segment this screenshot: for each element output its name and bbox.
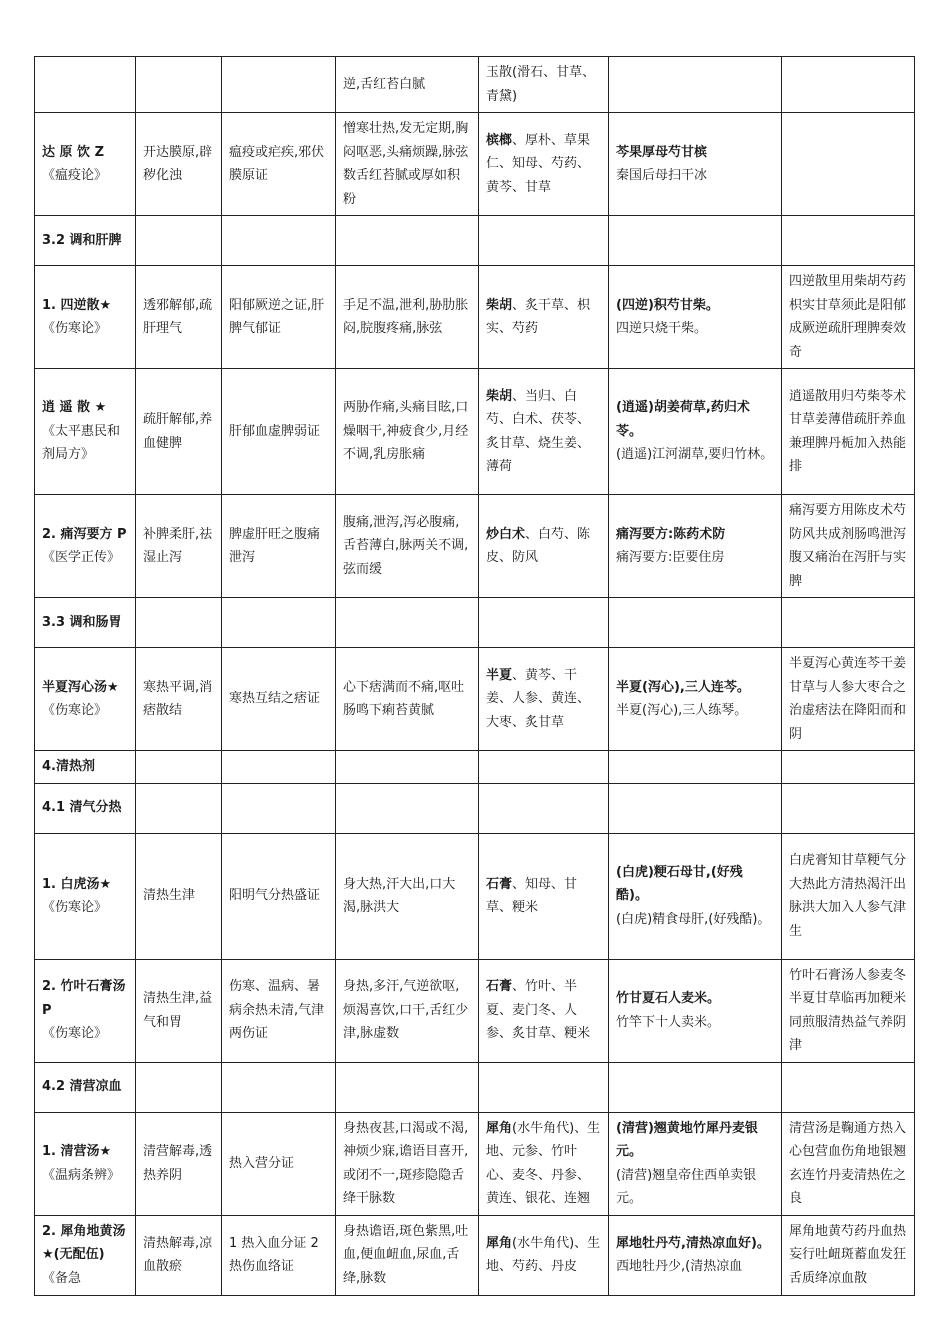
cell-text: 玉散(滑石、甘草、青黛): [486, 65, 596, 104]
formula-verse-cell: [782, 648, 915, 751]
table-row: [35, 369, 915, 495]
cell-text: 、竹叶、半夏、麦门冬、人参、炙甘草、粳米: [486, 979, 591, 1042]
cell-text: 两胁作痛,头痛目眩,口燥咽干,神疲食少,月经不调,乳房胀痛: [343, 400, 469, 463]
bold-text: 半夏: [486, 667, 513, 683]
formula-function-cell: [136, 369, 222, 495]
formula-symptoms-cell: [336, 1112, 479, 1215]
formula-ingredients-cell: [479, 783, 609, 833]
bold-text: 犀地牡丹芍,清热凉血好)。: [616, 1235, 770, 1251]
bold-text: (清营)翘黄地竹犀丹麦银元。: [616, 1120, 758, 1159]
bold-text: 槟榔: [486, 132, 513, 148]
bold-text: 竹甘夏石人麦米。: [616, 991, 721, 1006]
formula-verse-cell: [782, 1062, 915, 1112]
cell-text: 身热谵语,斑色紫黑,吐血,便血衄血,尿血,舌绛,脉数: [343, 1223, 469, 1286]
bold-text: 柴胡: [486, 388, 513, 404]
formula-table-body: [35, 57, 915, 1296]
cell-text: 竹竿下十人卖米。: [616, 1014, 721, 1030]
table-row: [35, 598, 915, 648]
cell-text: (清营)翘皇帝住西单卖银元。: [616, 1167, 757, 1206]
cell-text: 透邪解郁,疏肝理气: [143, 297, 213, 336]
cell-text: 、炙干草、枳实、芍药: [486, 297, 591, 336]
bold-text: 犀角: [486, 1235, 513, 1251]
cell-text: 痛泻要方:臣要住房: [616, 550, 725, 565]
bold-text: 3.2 调和肝脾: [42, 232, 122, 248]
formula-mnemonic-cell: [609, 369, 782, 495]
table-row: [35, 1112, 915, 1215]
cell-text: 、知母、甘草、粳米: [486, 876, 578, 915]
formula-symptoms-cell: [336, 1215, 479, 1295]
formula-indication-cell: [222, 833, 336, 959]
formula-ingredients-cell: [479, 266, 609, 369]
formula-mnemonic-cell: [609, 959, 782, 1062]
formula-function-cell: [136, 216, 222, 266]
formula-name-cell: [35, 495, 136, 598]
table-row: [35, 1062, 915, 1112]
table-row: [35, 216, 915, 266]
table-row: [35, 648, 915, 751]
bold-text: 2. 痛泻要方 P: [42, 526, 127, 542]
formula-symptoms-cell: [336, 783, 479, 833]
bold-text: (逍遥)胡姜荷草,药归术苓。: [616, 400, 750, 439]
bold-text: 石膏: [486, 979, 513, 995]
formula-name-cell: [35, 959, 136, 1062]
bold-text: 柴胡: [486, 297, 513, 313]
table-row: [35, 495, 915, 598]
cell-text: 阳郁厥逆之证,肝脾气郁证: [229, 297, 325, 336]
formula-indication-cell: [222, 266, 336, 369]
cell-text: 《太平惠民和剂局方》: [42, 423, 121, 463]
formula-verse-cell: [782, 57, 915, 113]
cell-text: 《瘟疫论》: [42, 168, 108, 183]
formula-function-cell: [136, 648, 222, 751]
bold-text: (四逆)积芍甘柴。: [616, 297, 719, 313]
formula-function-cell: [136, 495, 222, 598]
formula-ingredients-cell: [479, 113, 609, 216]
formula-name-cell: [35, 1215, 136, 1295]
bold-text: 炒白术: [486, 526, 526, 542]
table-row: [35, 783, 915, 833]
formula-ingredients-cell: [479, 598, 609, 648]
cell-text: 阳明气分热盛证: [229, 888, 321, 904]
bold-text: 芩果厚母芍甘槟: [616, 144, 708, 160]
formula-indication-cell: [222, 113, 336, 216]
cell-text: 手足不温,泄利,胁肋胀闷,脘腹疼痛,脉弦: [343, 297, 469, 336]
formula-mnemonic-cell: [609, 266, 782, 369]
formula-mnemonic-cell: [609, 833, 782, 959]
formula-name-cell: [35, 57, 136, 113]
cell-text: 、黄芩、干姜、人参、黄连、大枣、炙甘草: [486, 667, 591, 730]
formula-function-cell: [136, 598, 222, 648]
formula-ingredients-cell: [479, 833, 609, 959]
formula-ingredients-cell: [479, 369, 609, 495]
table-row: [35, 1215, 915, 1295]
cell-text: 半夏(泻心),三人练琴。: [616, 703, 748, 718]
cell-text: 《伤寒论》: [42, 321, 108, 336]
formula-name-cell: [35, 369, 136, 495]
bold-text: 2. 犀角地黄汤★(无配伍): [42, 1223, 126, 1263]
cell-text: (逍遥)江河湖草,要归竹林。: [616, 447, 774, 463]
cell-text: (水牛角代)、生地、芍药、丹皮: [486, 1235, 601, 1274]
formula-verse-cell: [782, 1215, 915, 1295]
cell-text: 《伤寒论》: [42, 703, 108, 718]
formula-ingredients-cell: [479, 959, 609, 1062]
cell-text: 脾虚肝旺之腹痛泄泻: [229, 526, 321, 565]
formula-symptoms-cell: [336, 1062, 479, 1112]
table-row: [35, 833, 915, 959]
bold-text: 1. 白虎汤★: [42, 876, 112, 892]
cell-text: 腹痛,泄泻,泻必腹痛,舌苔薄白,脉两关不调,弦而缓: [343, 514, 469, 577]
formula-function-cell: [136, 1062, 222, 1112]
cell-text: 《医学正传》: [42, 550, 121, 565]
cell-text: 清热解毒,凉血散瘀: [143, 1235, 213, 1274]
formula-verse-cell: [782, 833, 915, 959]
formula-mnemonic-cell: [609, 216, 782, 266]
formula-verse-cell: [782, 959, 915, 1062]
formula-symptoms-cell: [336, 266, 479, 369]
cell-text: 《备急: [42, 1270, 82, 1286]
formula-mnemonic-cell: [609, 1062, 782, 1112]
formula-indication-cell: [222, 57, 336, 113]
formula-indication-cell: [222, 751, 336, 784]
formula-ingredients-cell: [479, 648, 609, 751]
formula-function-cell: [136, 833, 222, 959]
table-row: [35, 751, 915, 784]
formula-ingredients-cell: [479, 216, 609, 266]
formula-name-cell: [35, 751, 136, 784]
formula-indication-cell: [222, 1062, 336, 1112]
formula-indication-cell: [222, 1215, 336, 1295]
formula-indication-cell: [222, 1112, 336, 1215]
formula-verse-cell: [782, 113, 915, 216]
formula-mnemonic-cell: [609, 1112, 782, 1215]
bold-text: 4.2 清营凉血: [42, 1079, 122, 1095]
formula-function-cell: [136, 959, 222, 1062]
formula-verse-cell: [782, 1112, 915, 1215]
cell-text: 身大热,汗大出,口大渴,脉洪大: [343, 876, 456, 915]
bold-text: 半夏泻心汤★: [42, 679, 119, 695]
formula-name-cell: [35, 113, 136, 216]
cell-text: 开达膜原,辟秽化浊: [143, 144, 213, 183]
table-row: [35, 113, 915, 216]
formula-symptoms-cell: [336, 495, 479, 598]
cell-text: 心下痞满而不痛,呕吐肠鸣下痢苔黄腻: [343, 679, 465, 718]
formula-ingredients-cell: [479, 495, 609, 598]
bold-text: 1. 清营汤★: [42, 1144, 112, 1159]
cell-text: 肝郁血虚脾弱证: [229, 423, 321, 439]
formula-symptoms-cell: [336, 751, 479, 784]
cell-text: (水牛角代)、生地、元参、竹叶心、麦冬、丹参、黄连、银花、连翘: [486, 1120, 601, 1206]
bold-text: 石膏: [486, 876, 513, 892]
cell-text: 疏肝解郁,养血健脾: [143, 412, 213, 451]
formula-function-cell: [136, 57, 222, 113]
cell-text: 逍遥散用归芍柴苓术甘草姜薄借疏肝养血兼理脾丹栀加入热能排: [789, 388, 907, 474]
bold-text: 2. 竹叶石膏汤 P: [42, 979, 126, 1018]
cell-text: 竹叶石膏汤人参麦冬半夏甘草临再加粳米同煎服清热益气养阴津: [789, 967, 907, 1053]
formula-mnemonic-cell: [609, 1215, 782, 1295]
cell-text: 寒热平调,消痞散结: [143, 679, 213, 718]
cell-text: 逆,舌红苔白腻: [343, 76, 426, 92]
cell-text: 清热生津,益气和胃: [143, 991, 213, 1030]
formula-function-cell: [136, 1112, 222, 1215]
formula-function-cell: [136, 266, 222, 369]
formula-name-cell: [35, 598, 136, 648]
bold-text: 半夏(泻心),三人连芩。: [616, 679, 750, 695]
cell-text: 、白芍、陈皮、防风: [486, 526, 591, 565]
formula-table: [34, 56, 915, 1296]
formula-mnemonic-cell: [609, 57, 782, 113]
formula-verse-cell: [782, 751, 915, 784]
formula-verse-cell: [782, 783, 915, 833]
formula-ingredients-cell: [479, 1215, 609, 1295]
formula-name-cell: [35, 648, 136, 751]
formula-indication-cell: [222, 495, 336, 598]
formula-function-cell: [136, 751, 222, 784]
formula-name-cell: [35, 1112, 136, 1215]
formula-name-cell: [35, 216, 136, 266]
cell-text: 、厚朴、草果仁、知母、芍药、黄芩、甘草: [486, 132, 591, 195]
formula-symptoms-cell: [336, 833, 479, 959]
cell-text: 身热,多汗,气逆欲呕,烦渴喜饮,口干,舌红少津,脉虚数: [343, 979, 469, 1042]
formula-symptoms-cell: [336, 369, 479, 495]
bold-text: 犀角: [486, 1120, 513, 1136]
formula-verse-cell: [782, 216, 915, 266]
cell-text: 清营汤是鞠通方热入心包营血伤角地银翘玄连竹丹麦清热佐之良: [789, 1120, 907, 1206]
cell-text: 身热夜甚,口渴或不渴,神烦少寐,谵语目喜开,或闭不一,斑疹隐隐舌绛干脉数: [343, 1120, 469, 1206]
formula-symptoms-cell: [336, 113, 479, 216]
bold-text: 3.3 调和肠胃: [42, 614, 122, 630]
cell-text: 清营解毒,透热养阴: [143, 1144, 213, 1183]
bold-text: 4.清热剂: [42, 759, 95, 774]
formula-name-cell: [35, 783, 136, 833]
formula-verse-cell: [782, 495, 915, 598]
cell-text: 补脾柔肝,祛湿止泻: [143, 526, 213, 565]
cell-text: 《伤寒论》: [42, 1026, 108, 1042]
cell-text: 犀角地黄芍药丹血热妄行吐衄斑蓄血发狂舌质绛凉血散: [789, 1223, 907, 1286]
formula-indication-cell: [222, 216, 336, 266]
bold-text: 1. 四逆散★: [42, 297, 112, 313]
formula-symptoms-cell: [336, 598, 479, 648]
formula-verse-cell: [782, 369, 915, 495]
formula-symptoms-cell: [336, 648, 479, 751]
cell-text: 瘟疫或疟疾,邪伏膜原证: [229, 144, 325, 183]
bold-text: 痛泻要方:陈药术防: [616, 526, 726, 542]
formula-function-cell: [136, 113, 222, 216]
table-row: [35, 266, 915, 369]
cell-text: 1 热入血分证 2 热伤血络证: [229, 1235, 319, 1274]
formula-verse-cell: [782, 598, 915, 648]
formula-mnemonic-cell: [609, 648, 782, 751]
formula-name-cell: [35, 833, 136, 959]
formula-ingredients-cell: [479, 1062, 609, 1112]
formula-ingredients-cell: [479, 1112, 609, 1215]
bold-text: 达 原 饮 Z: [42, 144, 105, 160]
cell-text: 痛泻要方用陈皮术芍防风共成剂肠鸣泄泻腹又痛治在泻肝与实脾: [789, 503, 907, 589]
bold-text: 4.1 清气分热: [42, 800, 122, 816]
cell-text: 清热生津: [143, 888, 196, 904]
cell-text: 四逆散里用柴胡芍药枳实甘草须此是阳郁成厥逆疏肝理脾奏效奇: [789, 274, 907, 360]
formula-name-cell: [35, 1062, 136, 1112]
cell-text: 、当归、白芍、白术、茯苓、炙甘草、烧生姜、薄荷: [486, 388, 591, 474]
formula-mnemonic-cell: [609, 783, 782, 833]
formula-indication-cell: [222, 783, 336, 833]
formula-mnemonic-cell: [609, 751, 782, 784]
table-row: [35, 57, 915, 113]
formula-indication-cell: [222, 959, 336, 1062]
formula-symptoms-cell: [336, 959, 479, 1062]
cell-text: (白虎)精食母肝,(好残酷)。: [616, 911, 771, 927]
cell-text: 白虎膏知甘草粳气分大热此方清热渴汗出脉洪大加入人参气津生: [789, 853, 907, 939]
formula-name-cell: [35, 266, 136, 369]
cell-text: 四逆只烧干柴。: [616, 321, 708, 336]
cell-text: 《伤寒论》: [42, 900, 108, 915]
bold-text: (白虎)粳石母甘,(好残酷)。: [616, 864, 743, 904]
table-row: [35, 959, 915, 1062]
cell-text: 《温病条辨》: [42, 1167, 121, 1183]
formula-mnemonic-cell: [609, 113, 782, 216]
cell-text: 秦国后母扫干冰: [616, 168, 708, 183]
cell-text: 憎寒壮热,发无定期,胸闷呕恶,头痛烦躁,脉弦数舌红苔腻或厚如积粉: [343, 121, 469, 207]
cell-text: 热入营分证: [229, 1155, 295, 1171]
cell-text: 伤寒、温病、暑病余热未清,气津两伤证: [229, 979, 325, 1042]
cell-text: 寒热互结之痞证: [229, 691, 321, 707]
formula-indication-cell: [222, 369, 336, 495]
formula-ingredients-cell: [479, 57, 609, 113]
formula-indication-cell: [222, 598, 336, 648]
formula-mnemonic-cell: [609, 598, 782, 648]
formula-symptoms-cell: [336, 216, 479, 266]
formula-function-cell: [136, 1215, 222, 1295]
formula-ingredients-cell: [479, 751, 609, 784]
cell-text: 西地牡丹少,(清热凉血: [616, 1259, 743, 1274]
formula-indication-cell: [222, 648, 336, 751]
bold-text: 逍 遥 散 ★: [42, 400, 107, 416]
formula-mnemonic-cell: [609, 495, 782, 598]
formula-verse-cell: [782, 266, 915, 369]
formula-symptoms-cell: [336, 57, 479, 113]
formula-function-cell: [136, 783, 222, 833]
cell-text: 半夏泻心黄连芩干姜甘草与人参大枣合之治虚痞法在降阳而和阴: [789, 656, 907, 742]
